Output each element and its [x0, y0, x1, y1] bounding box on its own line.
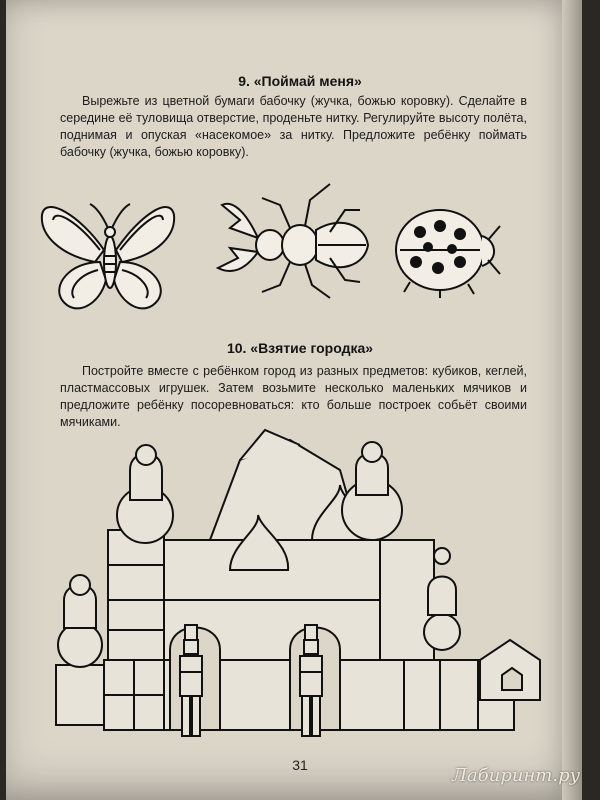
- section-9-title: 9. «Поймай меня»: [238, 73, 362, 89]
- watermark-logo: Лабиринт.ру: [452, 765, 581, 786]
- section-10-text: Постройте вместе с ребёнком город из разных предметов: кубиков, кеглей, пластмассовых игрушек. Затем возьмите несколько маленьких мячиков и предложите ребёнку посоревноваться: кто больше построек собьёт своими мячиками.: [60, 364, 527, 429]
- section-9-text: Вырежьте из цветной бумаги бабочку (жучка, божью коровку). Сделайте в середине её туловища отверстие, проденьте нитку. Регулируйте высоту полёта, поднимая и опуская «насекомое» за нитку. Предложите ребёнку поймать бабочку (жучка, божью коровку).: [60, 94, 527, 159]
- section-10-title: 10. «Взятие городка»: [226, 340, 374, 356]
- page-number: 31: [292, 757, 308, 773]
